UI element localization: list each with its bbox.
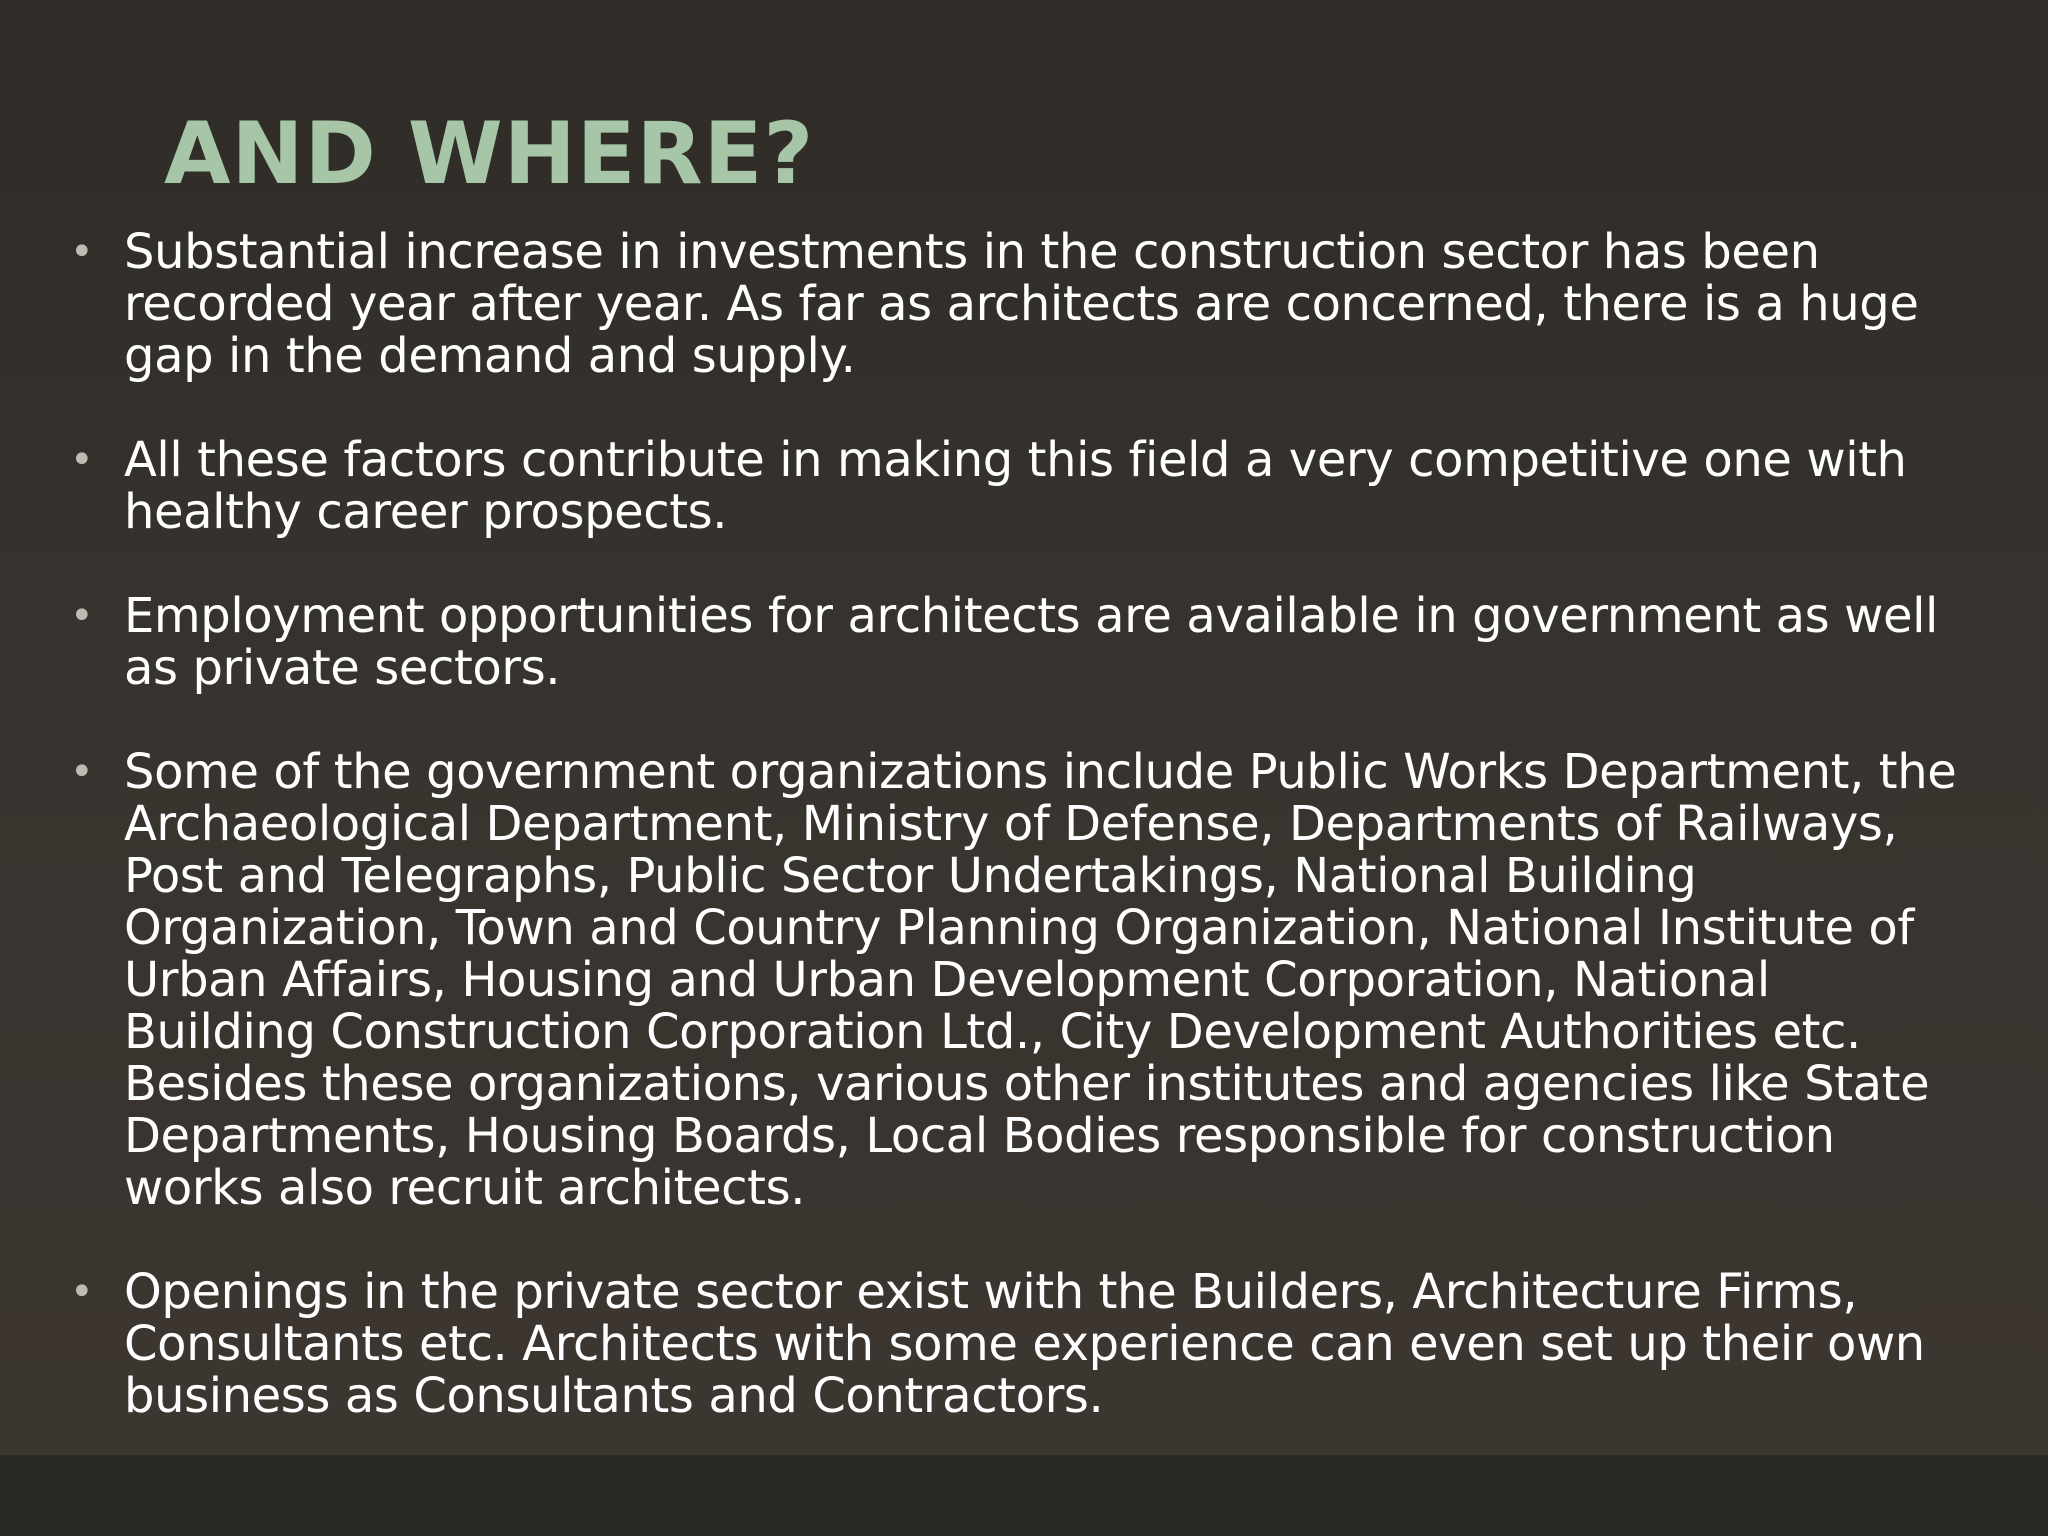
bullet-text: Openings in the private sector exist with the Builders, Architecture Firms, Consultants etc. Architects with some experience can even set up their own business as Consultants and Contractors. [124,1264,1925,1424]
bullet-dot-icon: • [70,437,94,483]
bullet-dot-icon: • [70,593,94,639]
bullet-item [70,434,1970,538]
bullet-dot-icon: • [70,749,94,795]
bullet-item [70,746,1970,1214]
bullet-text: Employment opportunities for architects are available in government as well as private sectors. [124,588,1938,696]
bullet-text: All these factors contribute in making this field a very competitive one with healthy career prospects. [124,432,1907,540]
bullet-dot-icon: • [70,229,94,275]
bullet-item [70,1266,1970,1422]
bullet-text: Some of the government organizations include Public Works Department, the Archaeological Department, Ministry of Defense, Departments of Railways, Post and Telegraphs, Public Sector Undertakings, National Building Organization, Town and Country Planning Organization, National Institute of Urban Affairs, Housing and Urban Development Corporation, National Building Construction Corporation Ltd., City Development Authorities etc. Besides these organizations, various other institutes and agencies like State Departments, Housing Boards, Local Bodies responsible for construction works also recruit architects. [124,744,1957,1216]
bullet-text: Substantial increase in investments in the construction sector has been recorded year after year. As far as architects are concerned, there is a huge gap in the demand and supply. [124,224,1919,384]
bullet-list [70,226,1970,1474]
bullet-item [70,226,1970,382]
bullet-item [70,590,1970,694]
bullet-dot-icon: • [70,1269,94,1315]
slide-title: AND WHERE? [164,104,815,204]
